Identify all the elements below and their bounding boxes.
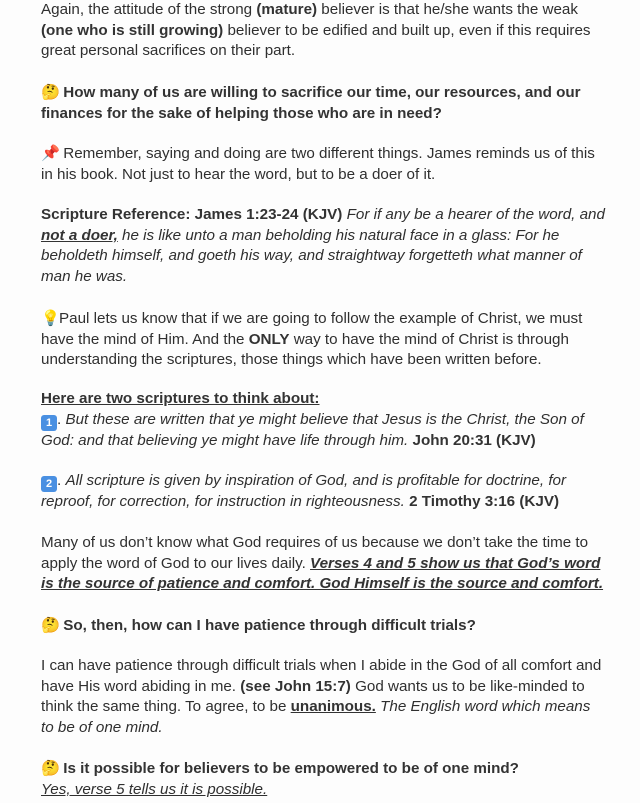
text: believer is that he/she wants the weak	[317, 1, 578, 18]
question-one-mind	[41, 758, 607, 780]
text: way to have the mind of Christ is through understanding the scriptures, those things which have been written before.	[41, 330, 569, 368]
keycap-one-icon: 1	[41, 415, 57, 431]
text: I can have patience through difficult trials when I abide in the God of all comfort and have His word abiding in me.	[41, 657, 602, 695]
keycap-two-icon: 2	[41, 476, 57, 492]
scripture-reference: Scripture Reference: James 1:23-24 (KJV)	[41, 206, 343, 223]
bold-text: (see John 15:7)	[240, 677, 351, 695]
italic-text: The English word which means to be of one mind.	[41, 698, 591, 736]
scripture-reference: 2 Timothy 3:16 (KJV)	[409, 493, 560, 510]
emphasis-text: not a doer,	[41, 226, 118, 244]
emphasis-text: unanimous.	[290, 698, 376, 715]
section-heading: Here are two scriptures to think about:	[41, 390, 320, 407]
question-text: How many of us are willing to sacrifice our time, our resources, and our finances for the sake of helping those who are in need?	[41, 84, 581, 122]
scripture-text: he is like unto a man beholding his natural face in a glass: For he beholdeth himself, and goeth his way, and straightway forgetteth what manner of man he was.	[41, 226, 582, 285]
paragraph-paul	[41, 308, 607, 371]
question-patience	[41, 615, 607, 637]
scripture-text: But these are written that ye might believe that Jesus is the Christ, the Son of God: and that believing ye might have life through him.	[41, 410, 584, 449]
thinking-face-icon: 🤔	[41, 83, 60, 101]
scripture-text: For if any be a hearer of the word, and	[346, 206, 605, 223]
bold-text: (mature)	[256, 1, 318, 18]
bold-text: ONLY	[248, 330, 290, 348]
thinking-face-icon: 🤔	[41, 616, 60, 634]
answer-text: Yes, verse 5 tells us it is possible.	[41, 780, 268, 798]
bold-text: (one who is still growing)	[41, 21, 224, 39]
lightbulb-icon: 💡	[41, 309, 60, 327]
text: Many of us don’t know what God requires of us because we don’t take the time to apply the word of God to our lives daily.	[41, 534, 589, 572]
paragraph-many-of-us	[41, 533, 607, 595]
text: God wants us to be like-minded to think the same thing. To agree, to be	[41, 677, 585, 715]
question-one-mind-section	[41, 758, 607, 800]
thinking-face-icon: 🤔	[41, 759, 60, 777]
paragraph-strong-believer	[41, 0, 607, 62]
scripture-reference-james	[41, 205, 607, 287]
scripture-reference: John 20:31 (KJV)	[412, 431, 536, 449]
question-sacrifice	[41, 82, 607, 124]
pushpin-icon: 📌	[41, 144, 60, 162]
scripture-item-1: 1 . But these are written that ye might believe that Jesus is the Christ, the Son of God: and that believing ye might have life through him. John 20:31 (KJV)	[41, 410, 584, 449]
text: Remember, saying and doing are two different things. James reminds us of this in his book. Not just to hear the word, but to be a doer of it.	[41, 145, 595, 183]
paragraph-answer	[41, 656, 607, 738]
two-scriptures-section	[41, 389, 607, 451]
scripture-text: All scripture is given by inspiration of God, and is profitable for doctrine, for reproof, for correction, for instruction in righteousness.	[41, 472, 567, 510]
text: Again, the attitude of the strong	[41, 1, 257, 18]
question-text: So, then, how can I have patience through difficult trials?	[63, 617, 476, 634]
question-text: Is it possible for believers to be empowered to be of one mind?	[63, 760, 519, 777]
text: Paul lets us know that if we are going to follow the example of Christ, we must have the mind of Him. And the	[41, 310, 583, 348]
text: believer to be edified and built up, even if this requires great personal sacrifices on their part.	[41, 21, 591, 59]
emphasis-text: Verses 4 and 5 show us that God’s word is the source of patience and comfort. God Himself is the source and comfort.	[41, 554, 604, 592]
scripture-item-2: 2 . All scripture is given by inspiration of God, and is profitable for doctrine, for reproof, for correction, for instruction in righteousness. 2 Timothy 3:16 (KJV)	[41, 472, 567, 510]
paragraph-remember	[41, 143, 607, 185]
